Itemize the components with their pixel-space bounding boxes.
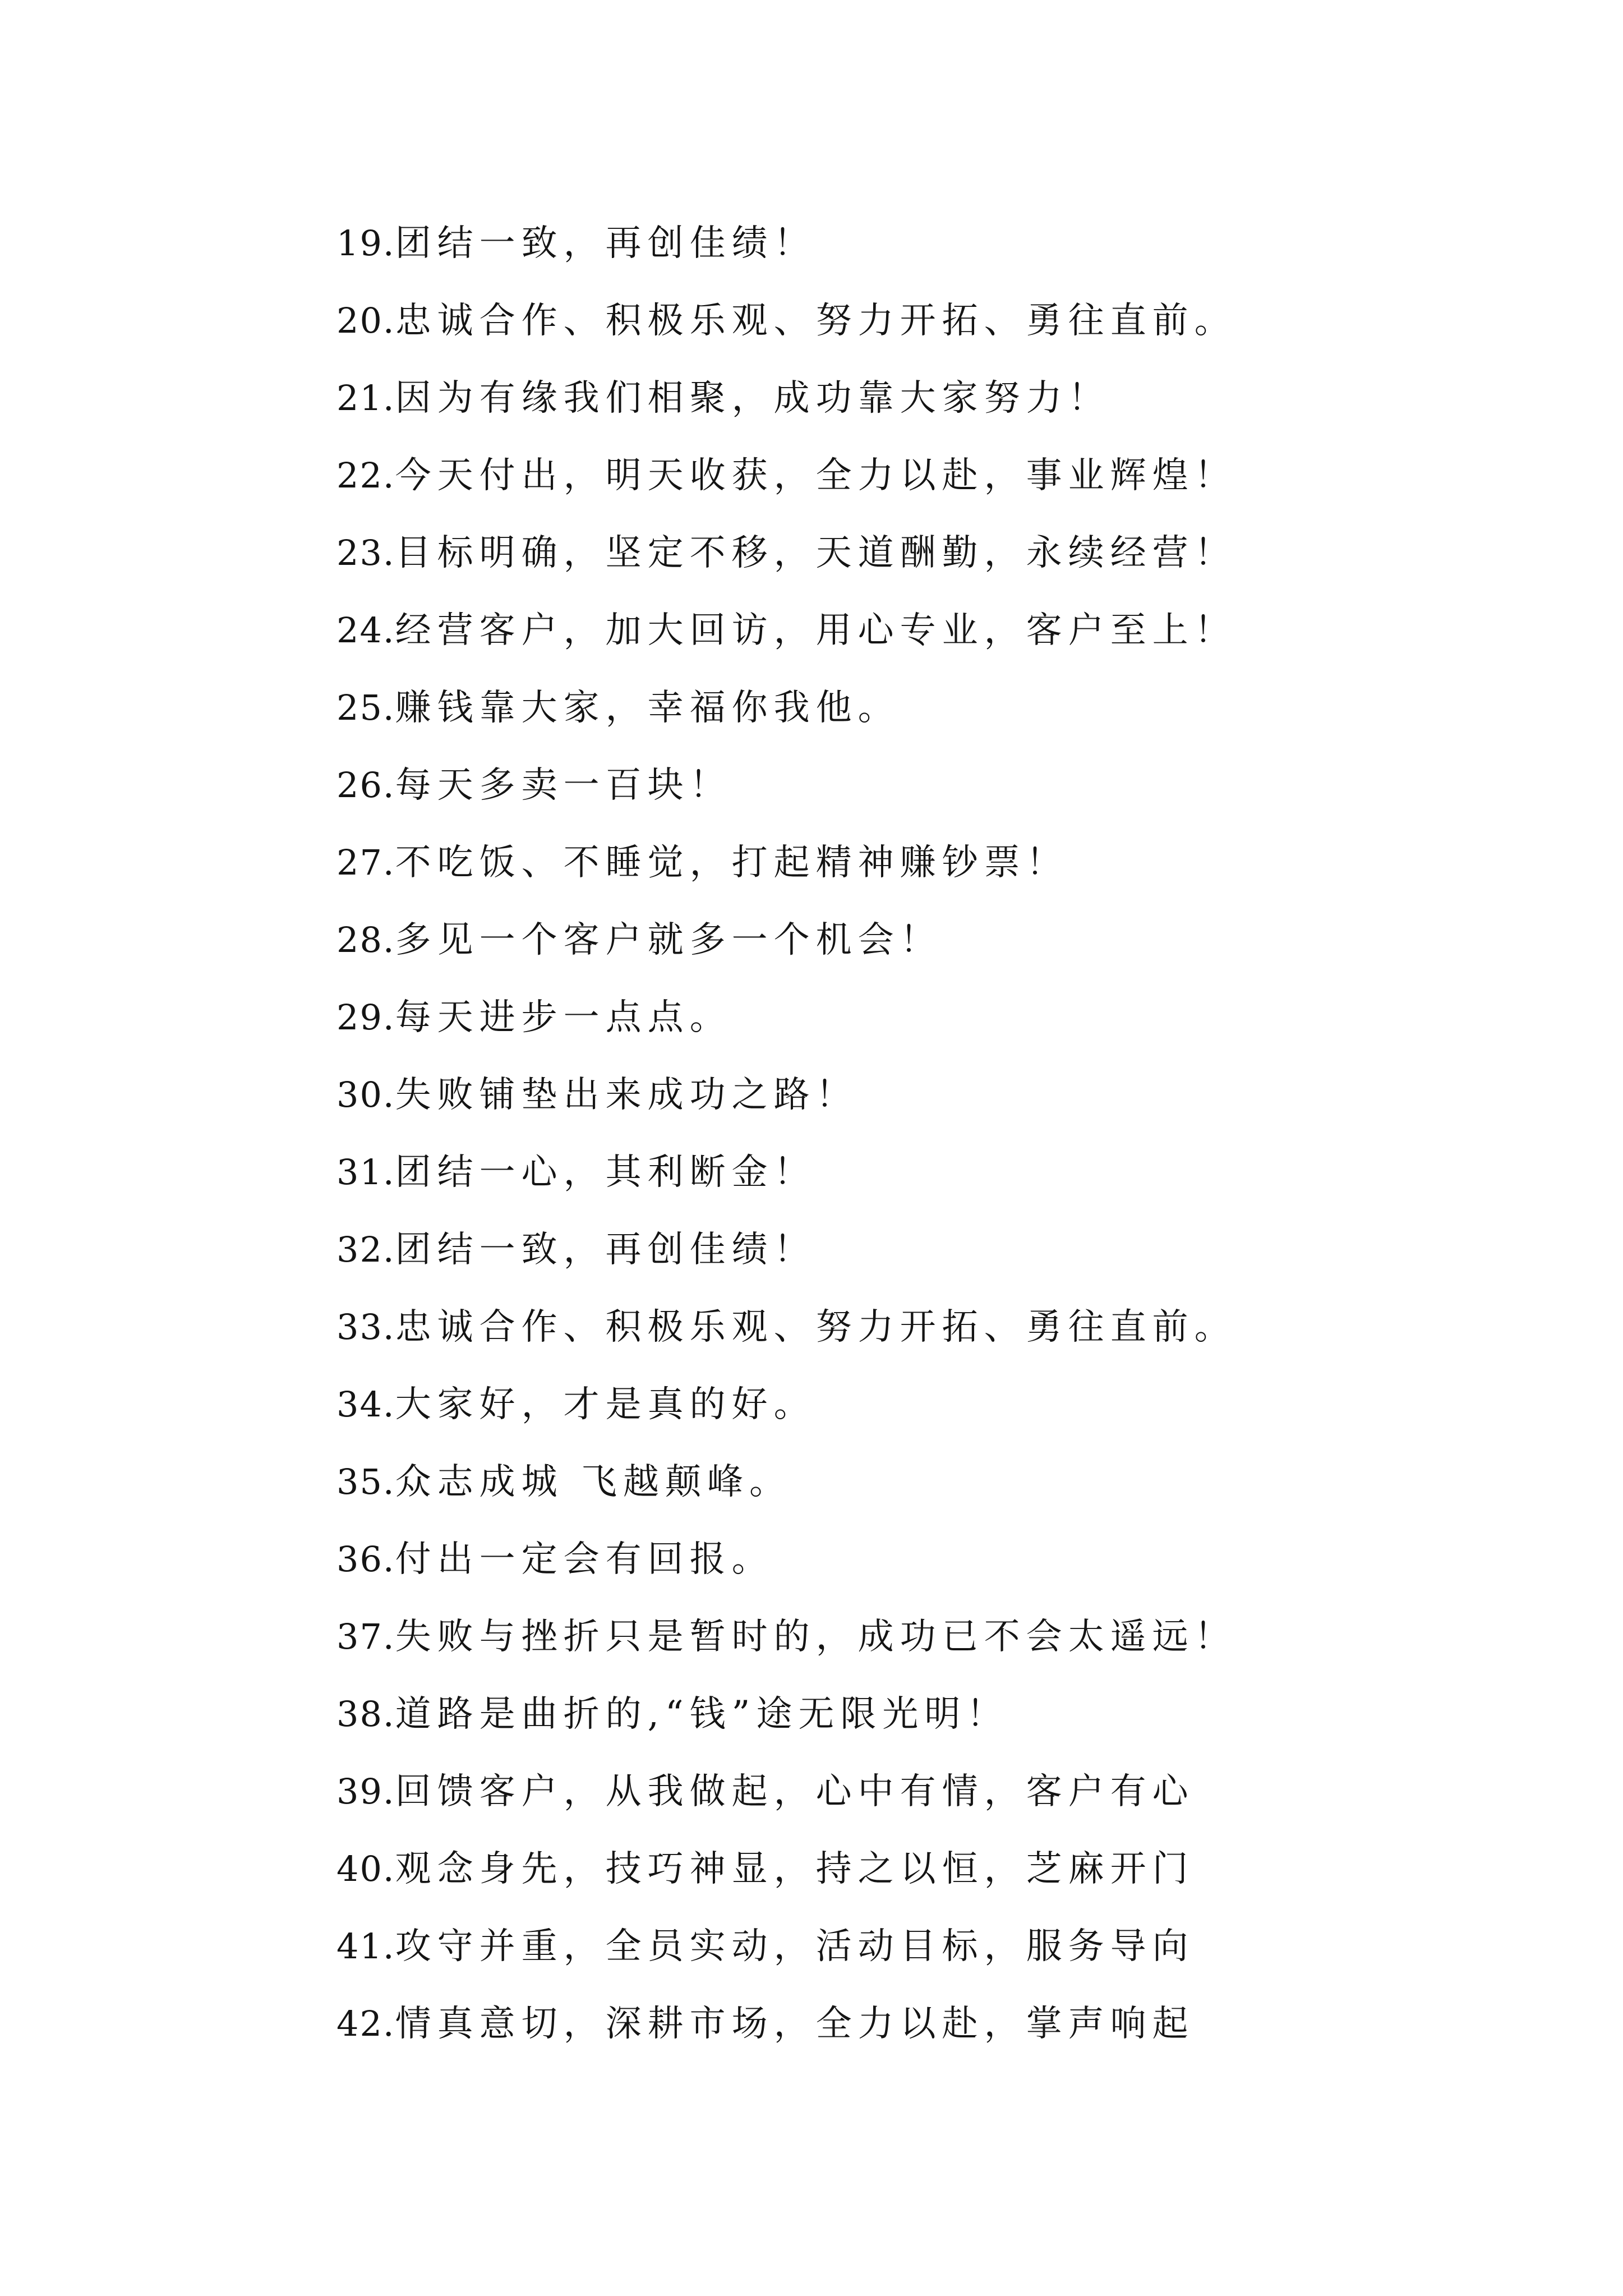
item-text: 忠诚合作、积极乐观、努力开拓、勇往直前。 [395, 300, 1237, 342]
item-number: 19. [336, 223, 395, 264]
list-item [336, 1985, 1458, 2063]
item-number: 22. [336, 455, 395, 496]
list-item [336, 1366, 1458, 1443]
item-number: 28. [336, 919, 395, 960]
list-item [336, 1753, 1458, 1830]
list-item [336, 360, 1458, 437]
item-text: 经营客户，加大回访，用心专业，客户至上！ [395, 610, 1237, 651]
item-text: 付出一定会有回报。 [395, 1539, 774, 1580]
item-number: 35. [336, 1461, 395, 1502]
item-number: 23. [336, 532, 395, 573]
list-item [336, 747, 1458, 824]
list-item [336, 1289, 1458, 1366]
item-number: 26. [336, 765, 395, 806]
item-number: 36. [336, 1539, 395, 1580]
item-text: 每天多卖一百块！ [395, 765, 732, 806]
item-number: 38. [336, 1694, 395, 1734]
item-text: 每天进步一点点。 [395, 997, 732, 1038]
list-item [336, 824, 1458, 901]
item-number: 41. [336, 1926, 395, 1967]
item-number: 21. [336, 378, 395, 418]
item-text: 情真意切，深耕市场，全力以赴，掌声响起 [395, 2003, 1195, 2045]
item-text: 攻守并重，全员实动，活动目标，服务导向 [395, 1926, 1195, 1967]
item-number: 27. [336, 842, 395, 883]
item-text: 道路是曲折的,“钱”途无限光明！ [395, 1694, 1009, 1735]
list-item [336, 437, 1458, 514]
item-text: 忠诚合作、积极乐观、努力开拓、勇往直前。 [395, 1306, 1237, 1348]
item-number: 20. [336, 300, 395, 341]
item-number: 25. [336, 687, 395, 728]
item-number: 31. [336, 1152, 395, 1193]
item-number: 29. [336, 997, 395, 1038]
document-page [336, 205, 1458, 2063]
item-text: 失败与挫折只是暂时的，成功已不会太遥远！ [395, 1616, 1237, 1658]
list-item [336, 1598, 1458, 1676]
item-text: 目标明确，坚定不移，天道酬勤，永续经营！ [395, 532, 1237, 574]
list-item [336, 205, 1458, 282]
list-item [336, 979, 1458, 1056]
item-number: 39. [336, 1771, 395, 1812]
list-item [336, 1443, 1458, 1521]
item-text: 大家好，才是真的好。 [395, 1384, 816, 1425]
item-text: 因为有缘我们相聚，成功靠大家努力！ [395, 378, 1110, 419]
list-item [336, 1830, 1458, 1908]
item-text: 团结一致，再创佳绩！ [395, 223, 816, 264]
item-text: 团结一致，再创佳绩！ [395, 1229, 816, 1271]
list-item [336, 1908, 1458, 1985]
item-text: 今天付出，明天收获，全力以赴，事业辉煌！ [395, 455, 1237, 496]
list-item [336, 901, 1458, 979]
list-item [336, 669, 1458, 747]
item-number: 37. [336, 1616, 395, 1657]
item-text: 众志成城 飞越颠峰。 [395, 1461, 791, 1503]
item-text: 多见一个客户就多一个机会！ [395, 919, 942, 961]
item-text: 观念身先，技巧神显，持之以恒，芝麻开门 [395, 1848, 1195, 1890]
list-item [336, 514, 1458, 592]
list-item [336, 1134, 1458, 1211]
list-item [336, 592, 1458, 669]
item-number: 24. [336, 610, 395, 651]
item-number: 30. [336, 1074, 395, 1115]
item-text: 回馈客户，从我做起，心中有情，客户有心 [395, 1771, 1195, 1812]
list-item [336, 1676, 1458, 1753]
item-number: 34. [336, 1384, 395, 1425]
item-text: 不吃饭、不睡觉，打起精神赚钞票！ [395, 842, 1068, 884]
list-item [336, 1211, 1458, 1289]
item-number: 40. [336, 1848, 395, 1889]
item-number: 32. [336, 1229, 395, 1270]
item-text: 赚钱靠大家，幸福你我他。 [395, 687, 900, 729]
item-text: 失败铺垫出来成功之路！ [395, 1074, 858, 1116]
list-item [336, 282, 1458, 360]
list-item [336, 1521, 1458, 1598]
list-item [336, 1056, 1458, 1134]
item-number: 33. [336, 1306, 395, 1347]
item-number: 42. [336, 2003, 395, 2044]
item-text: 团结一心，其利断金！ [395, 1152, 816, 1193]
